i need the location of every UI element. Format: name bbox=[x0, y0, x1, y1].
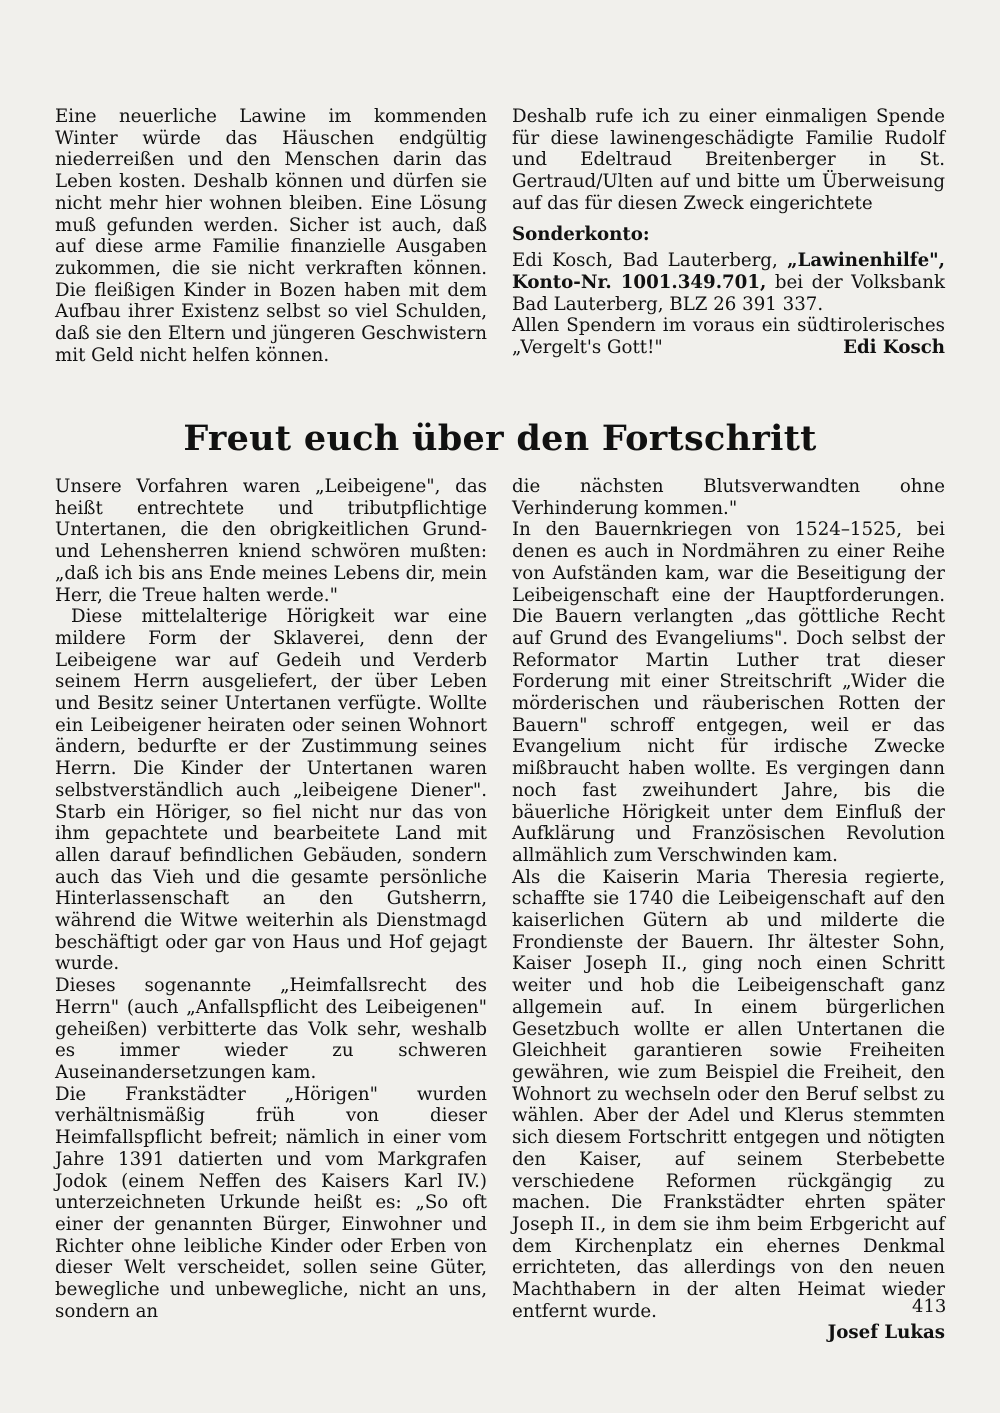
article-signature: Josef Lukas bbox=[827, 1322, 945, 1344]
paragraph: Eine neuerliche Lawine im kommenden Winter würde das Häuschen endgültig niederreißen und den Menschen darin das Leben kosten. Deshalb können und dürfen sie nicht mehr hier wohnen bleiben. Eine Lösung muß gefunden werden. Sicher ist auch, daß auf diese arme Familie finanzielle Ausgaben zukommen, die sie nicht verkraften können. Die fleißigen Kinder in Bozen haben mit dem Aufbau ihrer Existenz selbst so viel Schulden, daß sie den Eltern und jüngeren Geschwistern mit Geld nicht helfen können. bbox=[55, 106, 487, 366]
paragraph: Diese mittelalterige Hörigkeit war eine mildere Form der Sklaverei, denn der Leibeigene war auf Gedeih und Verderb seinem Herrn ausgeliefert, der über Leben und Besitz seiner Untertanen verfügte. Wollte ein Leibeigener heiraten oder seinen Wohnort ändern, bedurfte er der Zustimmung seines Herrn. Die Kinder der Untertanen waren selbstverständlich auch „leibeigene Diener". Starb ein Höriger, so fiel nicht nur das von ihm gepachtete und bearbeitete Land mit allen darauf befindlichen Gebäuden, sondern auch das Vieh und die gesamte persönliche Hinterlassenschaft an den Gutsherrn, während die Witwe weiterhin als Dienstmagd beschäftigt oder gar von Haus und Hof gejagt wurde. bbox=[55, 606, 487, 975]
paragraph: Unsere Vorfahren waren „Leibeigene", das heißt entrechtete und tributpflichtige Untertanen, die den obrigkeitlichen Grund- und Lehensherren kniend schwören mußten: „daß ich bis ans Ende meines Lebens dir, mein Herr, die Treue halten werde." bbox=[55, 476, 487, 606]
paragraph: die nächsten Blutsverwandten ohne Verhinderung kommen." bbox=[512, 476, 945, 519]
page-number: 413 bbox=[912, 1296, 947, 1317]
account-number: „Lawinenhilfe", Konto-Nr. 1001.349.701, bbox=[512, 250, 945, 293]
top-right-column bbox=[512, 106, 945, 359]
paragraph: Als die Kaiserin Maria Theresia regierte, schaffte sie 1740 die Leibeigenschaft auf den kaiserlichen Gütern ab und milderte die Frondienste der Bauern. Ihr ältester Sohn, Kaiser Joseph II., ging noch einen Schritt weiter und hob die Leibeigenschaft ganz allgemein auf. In einem bürgerlichen Gesetzbuch wollte er allen Untertanen die Gleichheit garantieren sowie Freiheiten gewähren, wie zum Beispiel die Freiheit, den Wohnort zu wechseln oder den Beruf selbst zu wählen. Aber der Adel und Klerus stemmten sich diesem Fortschritt entgegen und nötigten den Kaiser, auf seinem Sterbebette verschiedene Reformen rückgängig zu machen. Die Frankstädter ehrten später Joseph II., in dem sie ihm beim Erbgericht auf dem Kirchenplatz ein ehernes Denkmal errichteten, das allerdings von den neuen Machthabern in der alten Heimat wieder entfernt wurde. bbox=[512, 866, 945, 1322]
thanks-text: Allen Spendern im voraus ein südtirolerisches „Vergelt's Gott!" bbox=[512, 315, 945, 359]
article-headline: Freut euch über den Fortschritt bbox=[183, 418, 817, 459]
paragraph: Dieses sogenannte „Heimfallsrecht des Herrn" (auch „Anfallspflicht des Leibeigenen" geheißen) verbitterte das Volk sehr, weshalb es immer wieder zu schweren Auseinandersetzungen kam. bbox=[55, 975, 487, 1083]
account-label: Sonderkonto: bbox=[512, 223, 650, 245]
account-holder: Edi Kosch, Bad Lauterberg, bbox=[512, 250, 788, 272]
appeal-paragraph: Deshalb rufe ich zu einer einmaligen Spende für diese lawinengeschädigte Familie Rudolf und Edeltraud Breitenberger in St. Gertraud/Ulten auf und bitte um Überweisung auf das für diesen Zweck eingerichtete bbox=[512, 106, 945, 214]
top-left-column bbox=[55, 106, 487, 366]
bottom-left-column bbox=[55, 476, 487, 1322]
paragraph: In den Bauernkriegen von 1524–1525, bei denen es auch in Nordmähren zu einer Reihe von Aufständen kam, war die Beseitigung der Leibeigenschaft eine der Hauptforderungen. Die Bauern verlangten „das göttliche Recht auf Grund des Evangeliums". Doch selbst der Reformator Martin Luther trat dieser Forderung mit einer Streitschrift „Wider die mörderischen und räuberischen Rotten der Bauern" schroff entgegen, weil er das Evangelium nicht für irdische Zwecke mißbraucht haben wollte. Es vergingen dann noch fast zweihundert Jahre, bis die bäuerliche Hörigkeit unter dem Einfluß der Aufklärung und Französischen Revolution allmählich zum Verschwinden kam. bbox=[512, 519, 945, 866]
thanks-paragraph bbox=[512, 315, 945, 358]
bank-details: bei der Volksbank Bad Lauterberg, BLZ 26 391 337. bbox=[512, 271, 945, 315]
author-signature: Edi Kosch bbox=[843, 337, 945, 359]
bottom-right-column bbox=[512, 476, 945, 1344]
account-paragraph bbox=[512, 250, 945, 315]
paragraph: Die Frankstädter „Hörigen" wurden verhältnismäßig früh von dieser Heimfallspflicht befreit; nämlich in einer vom Jahre 1391 datierten und vom Markgrafen Jodok (einem Neffen des Kaisers Karl IV.) unterzeichneten Urkunde heißt es: „So oft einer der genannten Bürger, Einwohner und Richter ohne leibliche Kinder oder Erben von dieser Welt verscheidet, sollen seine Güter, bewegliche und unbewegliche, nicht an uns, sondern an bbox=[55, 1083, 487, 1322]
